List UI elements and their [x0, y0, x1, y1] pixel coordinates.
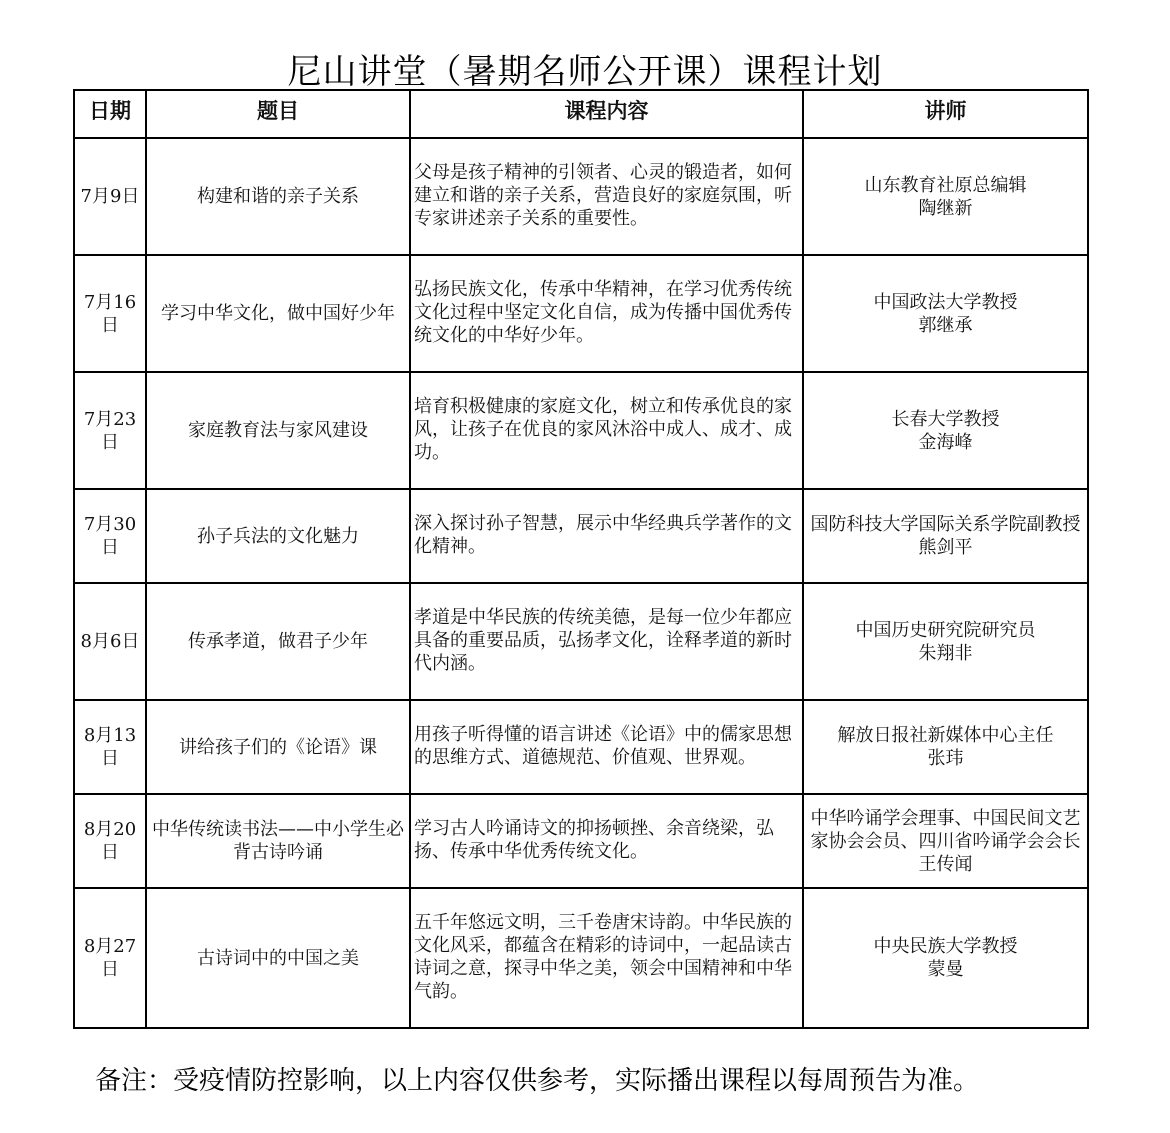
topic-cell: 传承孝道，做君子少年 — [146, 583, 410, 700]
topic-cell: 家庭教育法与家风建设 — [146, 372, 410, 489]
topic-cell: 古诗词中的中国之美 — [146, 888, 410, 1028]
topic-cell: 构建和谐的亲子关系 — [146, 138, 410, 255]
date-cell: 7月16日 — [74, 255, 146, 372]
topic-cell: 学习中华文化，做中国好少年 — [146, 255, 410, 372]
lecturer-name: 陶继新 — [918, 197, 973, 219]
lecturer-name: 张玮 — [927, 748, 964, 769]
footnote: 备注：受疫情防控影响，以上内容仅供参考，实际播出课程以每周预告为准。 — [95, 1066, 980, 1096]
date-cell: 7月9日 — [74, 138, 146, 255]
lecturer-title: 解放日报社新媒体中心主任 — [837, 725, 1054, 746]
lecturer-cell — [803, 489, 1088, 583]
table-row — [74, 700, 1088, 794]
lecturer-cell — [803, 888, 1088, 1028]
content-cell: 五千年悠远文明，三千卷唐宋诗韵。中华民族的文化风采，都蕴含在精彩的诗词中，一起品读古诗词之意，探寻中华之美，领会中国精神和中华气韵。 — [410, 888, 803, 1028]
topic-cell: 讲给孩子们的《论语》课 — [146, 700, 410, 794]
date-cell: 8月27日 — [74, 888, 146, 1028]
lecturer-title: 中国政法大学教授 — [873, 291, 1018, 313]
topic-cell: 中华传统读书法——中小学生必背古诗吟诵 — [146, 794, 410, 888]
lecturer-title: 国防科技大学国际关系学院副教授 — [810, 514, 1081, 535]
header-topic: 题目 — [146, 90, 410, 138]
lecturer-cell — [803, 583, 1088, 700]
topic-cell: 孙子兵法的文化魅力 — [146, 489, 410, 583]
lecturer-name: 朱翔非 — [918, 642, 973, 664]
date-cell: 8月6日 — [74, 583, 146, 700]
date-cell: 8月13日 — [74, 700, 146, 794]
content-cell: 培育积极健康的家庭文化，树立和传承优良的家风，让孩子在优良的家风沐浴中成人、成才、成功。 — [410, 372, 803, 489]
header-date: 日期 — [74, 90, 146, 138]
lecturer-cell — [803, 700, 1088, 794]
header-lecturer: 讲师 — [803, 90, 1088, 138]
lecturer-name: 蒙曼 — [927, 959, 964, 980]
lecturer-title: 中国历史研究院研究员 — [855, 619, 1036, 641]
content-cell: 学习古人吟诵诗文的抑扬顿挫、余音绕梁，弘扬、传承中华优秀传统文化。 — [410, 794, 803, 888]
content-cell: 深入探讨孙子智慧，展示中华经典兵学著作的文化精神。 — [410, 489, 803, 583]
lecturer-name: 郭继承 — [918, 314, 973, 336]
date-cell: 7月30日 — [74, 489, 146, 583]
header-row — [74, 90, 1088, 138]
table-row — [74, 888, 1088, 1028]
content-cell: 孝道是中华民族的传统美德，是每一位少年都应具备的重要品质，弘扬孝文化，诠释孝道的新时代内涵。 — [410, 583, 803, 700]
lecturer-cell — [803, 794, 1088, 888]
table-row — [74, 255, 1088, 372]
table-row — [74, 583, 1088, 700]
content-cell: 父母是孩子精神的引领者、心灵的锻造者，如何建立和谐的亲子关系，营造良好的家庭氛围，听专家讲述亲子关系的重要性。 — [410, 138, 803, 255]
content-cell: 用孩子听得懂的语言讲述《论语》中的儒家思想的思维方式、道德规范、价值观、世界观。 — [410, 700, 803, 794]
lecturer-cell — [803, 255, 1088, 372]
table-row — [74, 372, 1088, 489]
lecturer-cell — [803, 372, 1088, 489]
lecturer-title: 山东教育社原总编辑 — [864, 174, 1027, 196]
lecturer-name: 金海峰 — [918, 431, 973, 453]
lecturer-cell — [803, 138, 1088, 255]
date-cell: 7月23日 — [74, 372, 146, 489]
lecturer-title: 长春大学教授 — [891, 408, 1000, 430]
lecturer-title: 中央民族大学教授 — [873, 936, 1018, 957]
lecturer-title: 中华吟诵学会理事、中国民间文艺家协会会员、四川省吟诵学会会长 — [810, 807, 1081, 852]
date-cell: 8月20日 — [74, 794, 146, 888]
lecturer-name: 王传闻 — [918, 853, 973, 875]
schedule-table — [73, 89, 1089, 1029]
table-row — [74, 794, 1088, 888]
lecturer-name: 熊剑平 — [918, 537, 973, 558]
content-cell: 弘扬民族文化，传承中华精神，在学习优秀传统文化过程中坚定文化自信，成为传播中国优秀传统文化的中华好少年。 — [410, 255, 803, 372]
page-title: 尼山讲堂（暑期名师公开课）课程计划 — [287, 52, 883, 92]
table-row — [74, 489, 1088, 583]
table-row — [74, 138, 1088, 255]
header-content: 课程内容 — [410, 90, 803, 138]
